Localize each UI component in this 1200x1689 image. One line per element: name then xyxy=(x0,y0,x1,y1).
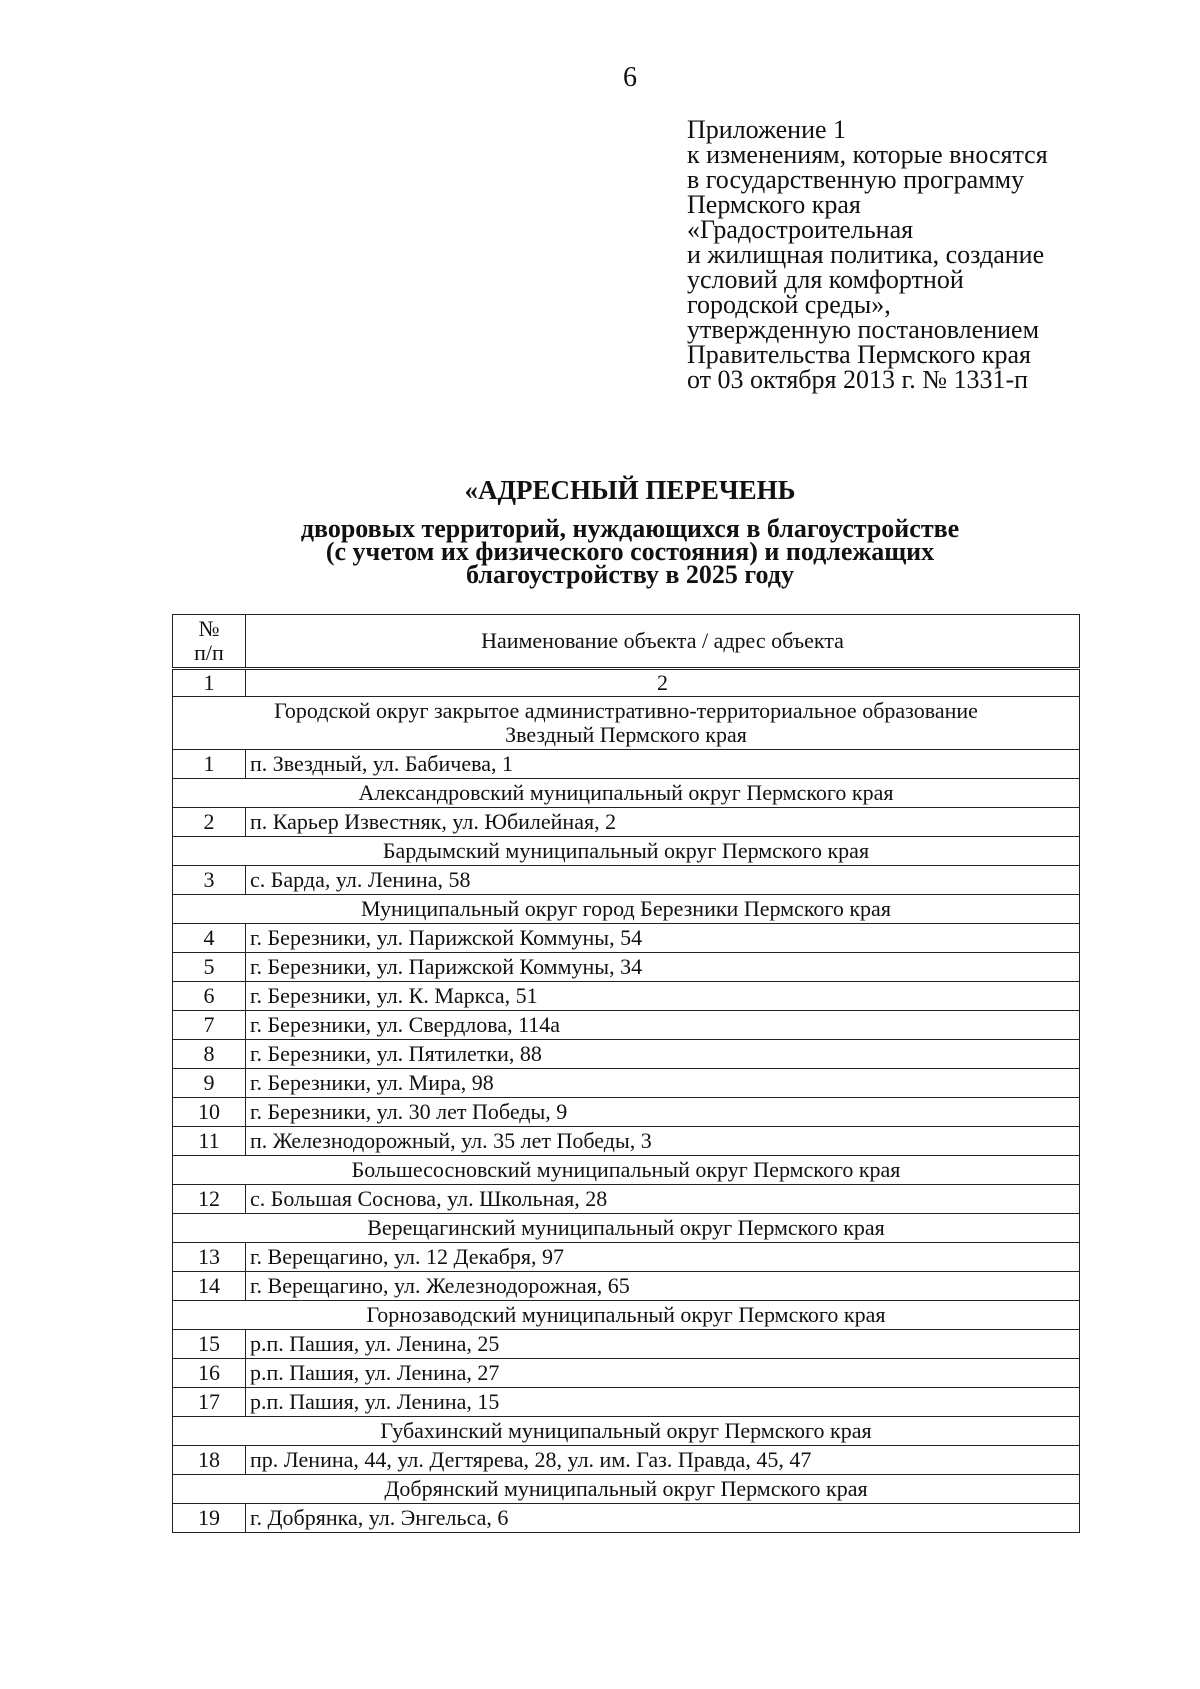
region-name xyxy=(173,1301,1080,1330)
row-address: р.п. Пашия, ул. Ленина, 15 xyxy=(246,1388,1080,1417)
table-row xyxy=(173,750,1080,779)
appendix-line: к изменениям, которые вносятся xyxy=(687,140,1048,169)
region-row xyxy=(173,1301,1080,1330)
row-number: 5 xyxy=(173,953,246,982)
table-row xyxy=(173,1011,1080,1040)
row-address: г. Березники, ул. Парижской Коммуны, 34 xyxy=(246,953,1080,982)
region-name-line: Горнозаводский муниципальный округ Пермского края xyxy=(366,1302,886,1327)
appendix-line: Пермского края xyxy=(687,190,861,219)
subtitle-line: дворовых территорий, нуждающихся в благоустройстве xyxy=(300,514,960,543)
table-row xyxy=(173,982,1080,1011)
row-address: р.п. Пашия, ул. Ленина, 27 xyxy=(246,1359,1080,1388)
row-address: г. Березники, ул. Мира, 98 xyxy=(246,1069,1080,1098)
row-address: п. Железнодорожный, ул. 35 лет Победы, 3 xyxy=(246,1127,1080,1156)
region-name xyxy=(173,837,1080,866)
row-number: 14 xyxy=(173,1272,246,1301)
region-name-line: Добрянский муниципальный округ Пермского края xyxy=(384,1476,868,1501)
region-name xyxy=(173,1475,1080,1504)
header-number-cell xyxy=(173,615,246,669)
row-address: с. Барда, ул. Ленина, 58 xyxy=(246,866,1080,895)
row-number: 19 xyxy=(173,1504,246,1533)
region-row xyxy=(173,697,1080,750)
row-number: 15 xyxy=(173,1330,246,1359)
table-row xyxy=(173,1504,1080,1533)
table-row xyxy=(173,1069,1080,1098)
subtitle-line: благоустройству в 2025 году xyxy=(466,560,794,589)
appendix-line: от 03 октября 2013 г. № 1331-п xyxy=(687,365,1029,394)
row-address: г. Березники, ул. К. Маркса, 51 xyxy=(246,982,1080,1011)
address-table xyxy=(172,614,1080,1533)
row-number: 13 xyxy=(173,1243,246,1272)
header-number-abbr: п/п xyxy=(194,640,224,665)
row-number: 10 xyxy=(173,1098,246,1127)
region-name xyxy=(173,697,1080,750)
region-name-line: Бардымский муниципальный округ Пермского края xyxy=(382,838,870,863)
table-row xyxy=(173,1098,1080,1127)
region-row xyxy=(173,1156,1080,1185)
row-number: 18 xyxy=(173,1446,246,1475)
document-title: «АДРЕСНЫЙ ПЕРЕЧЕНЬ xyxy=(464,475,796,505)
row-number: 11 xyxy=(173,1127,246,1156)
row-number: 7 xyxy=(173,1011,246,1040)
table-row xyxy=(173,1185,1080,1214)
region-name xyxy=(173,779,1080,808)
appendix-block xyxy=(687,117,1187,392)
row-number: 8 xyxy=(173,1040,246,1069)
region-row xyxy=(173,1417,1080,1446)
row-address: п. Карьер Известняк, ул. Юбилейная, 2 xyxy=(246,808,1080,837)
region-name-line: Александровский муниципальный округ Пермского края xyxy=(358,780,894,805)
row-number: 17 xyxy=(173,1388,246,1417)
table-row xyxy=(173,1040,1080,1069)
table-row xyxy=(173,1446,1080,1475)
row-address: г. Березники, ул. Свердлова, 114а xyxy=(246,1011,1080,1040)
region-row xyxy=(173,895,1080,924)
row-number: 12 xyxy=(173,1185,246,1214)
column-index-2: 2 xyxy=(246,669,1080,697)
row-number: 2 xyxy=(173,808,246,837)
header-name-cell: Наименование объекта / адрес объекта xyxy=(246,615,1080,669)
appendix-line: городской среды», xyxy=(687,290,891,319)
column-index-row xyxy=(173,669,1080,697)
region-name-line: Верещагинский муниципальный округ Пермского края xyxy=(367,1215,885,1240)
appendix-line: «Градостроительная xyxy=(687,215,914,244)
row-number: 16 xyxy=(173,1359,246,1388)
row-address: г. Березники, ул. Пятилетки, 88 xyxy=(246,1040,1080,1069)
row-number: 6 xyxy=(173,982,246,1011)
row-address: г. Березники, ул. 30 лет Победы, 9 xyxy=(246,1098,1080,1127)
subtitle-line: (с учетом их физического состояния) и подлежащих xyxy=(325,537,935,566)
row-number: 1 xyxy=(173,750,246,779)
table-row xyxy=(173,1243,1080,1272)
row-number: 9 xyxy=(173,1069,246,1098)
row-address: п. Звездный, ул. Бабичева, 1 xyxy=(246,750,1080,779)
appendix-line: условий для комфортной xyxy=(687,265,964,294)
region-name xyxy=(173,1214,1080,1243)
row-address: г. Добрянка, ул. Энгельса, 6 xyxy=(246,1504,1080,1533)
appendix-line: утвержденную постановлением xyxy=(687,315,1040,344)
appendix-line: Приложение 1 xyxy=(687,115,847,144)
document-subtitle xyxy=(0,514,1200,589)
row-number: 4 xyxy=(173,924,246,953)
table-row xyxy=(173,1330,1080,1359)
column-index-1: 1 xyxy=(173,669,246,697)
table-row xyxy=(173,953,1080,982)
region-row xyxy=(173,1214,1080,1243)
row-address: р.п. Пашия, ул. Ленина, 25 xyxy=(246,1330,1080,1359)
region-name xyxy=(173,895,1080,924)
table-row xyxy=(173,924,1080,953)
region-name-line: Муниципальный округ город Березники Пермского края xyxy=(361,896,891,921)
row-address: г. Березники, ул. Парижской Коммуны, 54 xyxy=(246,924,1080,953)
region-name xyxy=(173,1156,1080,1185)
header-number-symbol: № xyxy=(198,616,220,641)
table-row xyxy=(173,1272,1080,1301)
appendix-line: и жилищная политика, создание xyxy=(687,240,1045,269)
page-number: 6 xyxy=(623,62,637,93)
region-name-line: Губахинский муниципальный округ Пермского края xyxy=(380,1418,872,1443)
table-row xyxy=(173,1127,1080,1156)
region-name-line: Городской округ закрытое административно-территориальное образование xyxy=(274,698,978,723)
table-row xyxy=(173,808,1080,837)
table-header-row xyxy=(173,615,1080,669)
row-address: г. Верещагино, ул. Железнодорожная, 65 xyxy=(246,1272,1080,1301)
region-row xyxy=(173,779,1080,808)
row-address: г. Верещагино, ул. 12 Декабря, 97 xyxy=(246,1243,1080,1272)
appendix-line: в государственную программу xyxy=(687,165,1025,194)
region-name-line: Звездный Пермского края xyxy=(505,722,747,747)
table-row xyxy=(173,866,1080,895)
table-row xyxy=(173,1359,1080,1388)
row-number: 3 xyxy=(173,866,246,895)
row-address: пр. Ленина, 44, ул. Дегтярева, 28, ул. им. Газ. Правда, 45, 47 xyxy=(246,1446,1080,1475)
region-name xyxy=(173,1417,1080,1446)
region-row xyxy=(173,837,1080,866)
row-address: с. Большая Соснова, ул. Школьная, 28 xyxy=(246,1185,1080,1214)
region-name-line: Большесосновский муниципальный округ Пермского края xyxy=(351,1157,901,1182)
table-row xyxy=(173,1388,1080,1417)
appendix-line: Правительства Пермского края xyxy=(687,340,1031,369)
region-row xyxy=(173,1475,1080,1504)
